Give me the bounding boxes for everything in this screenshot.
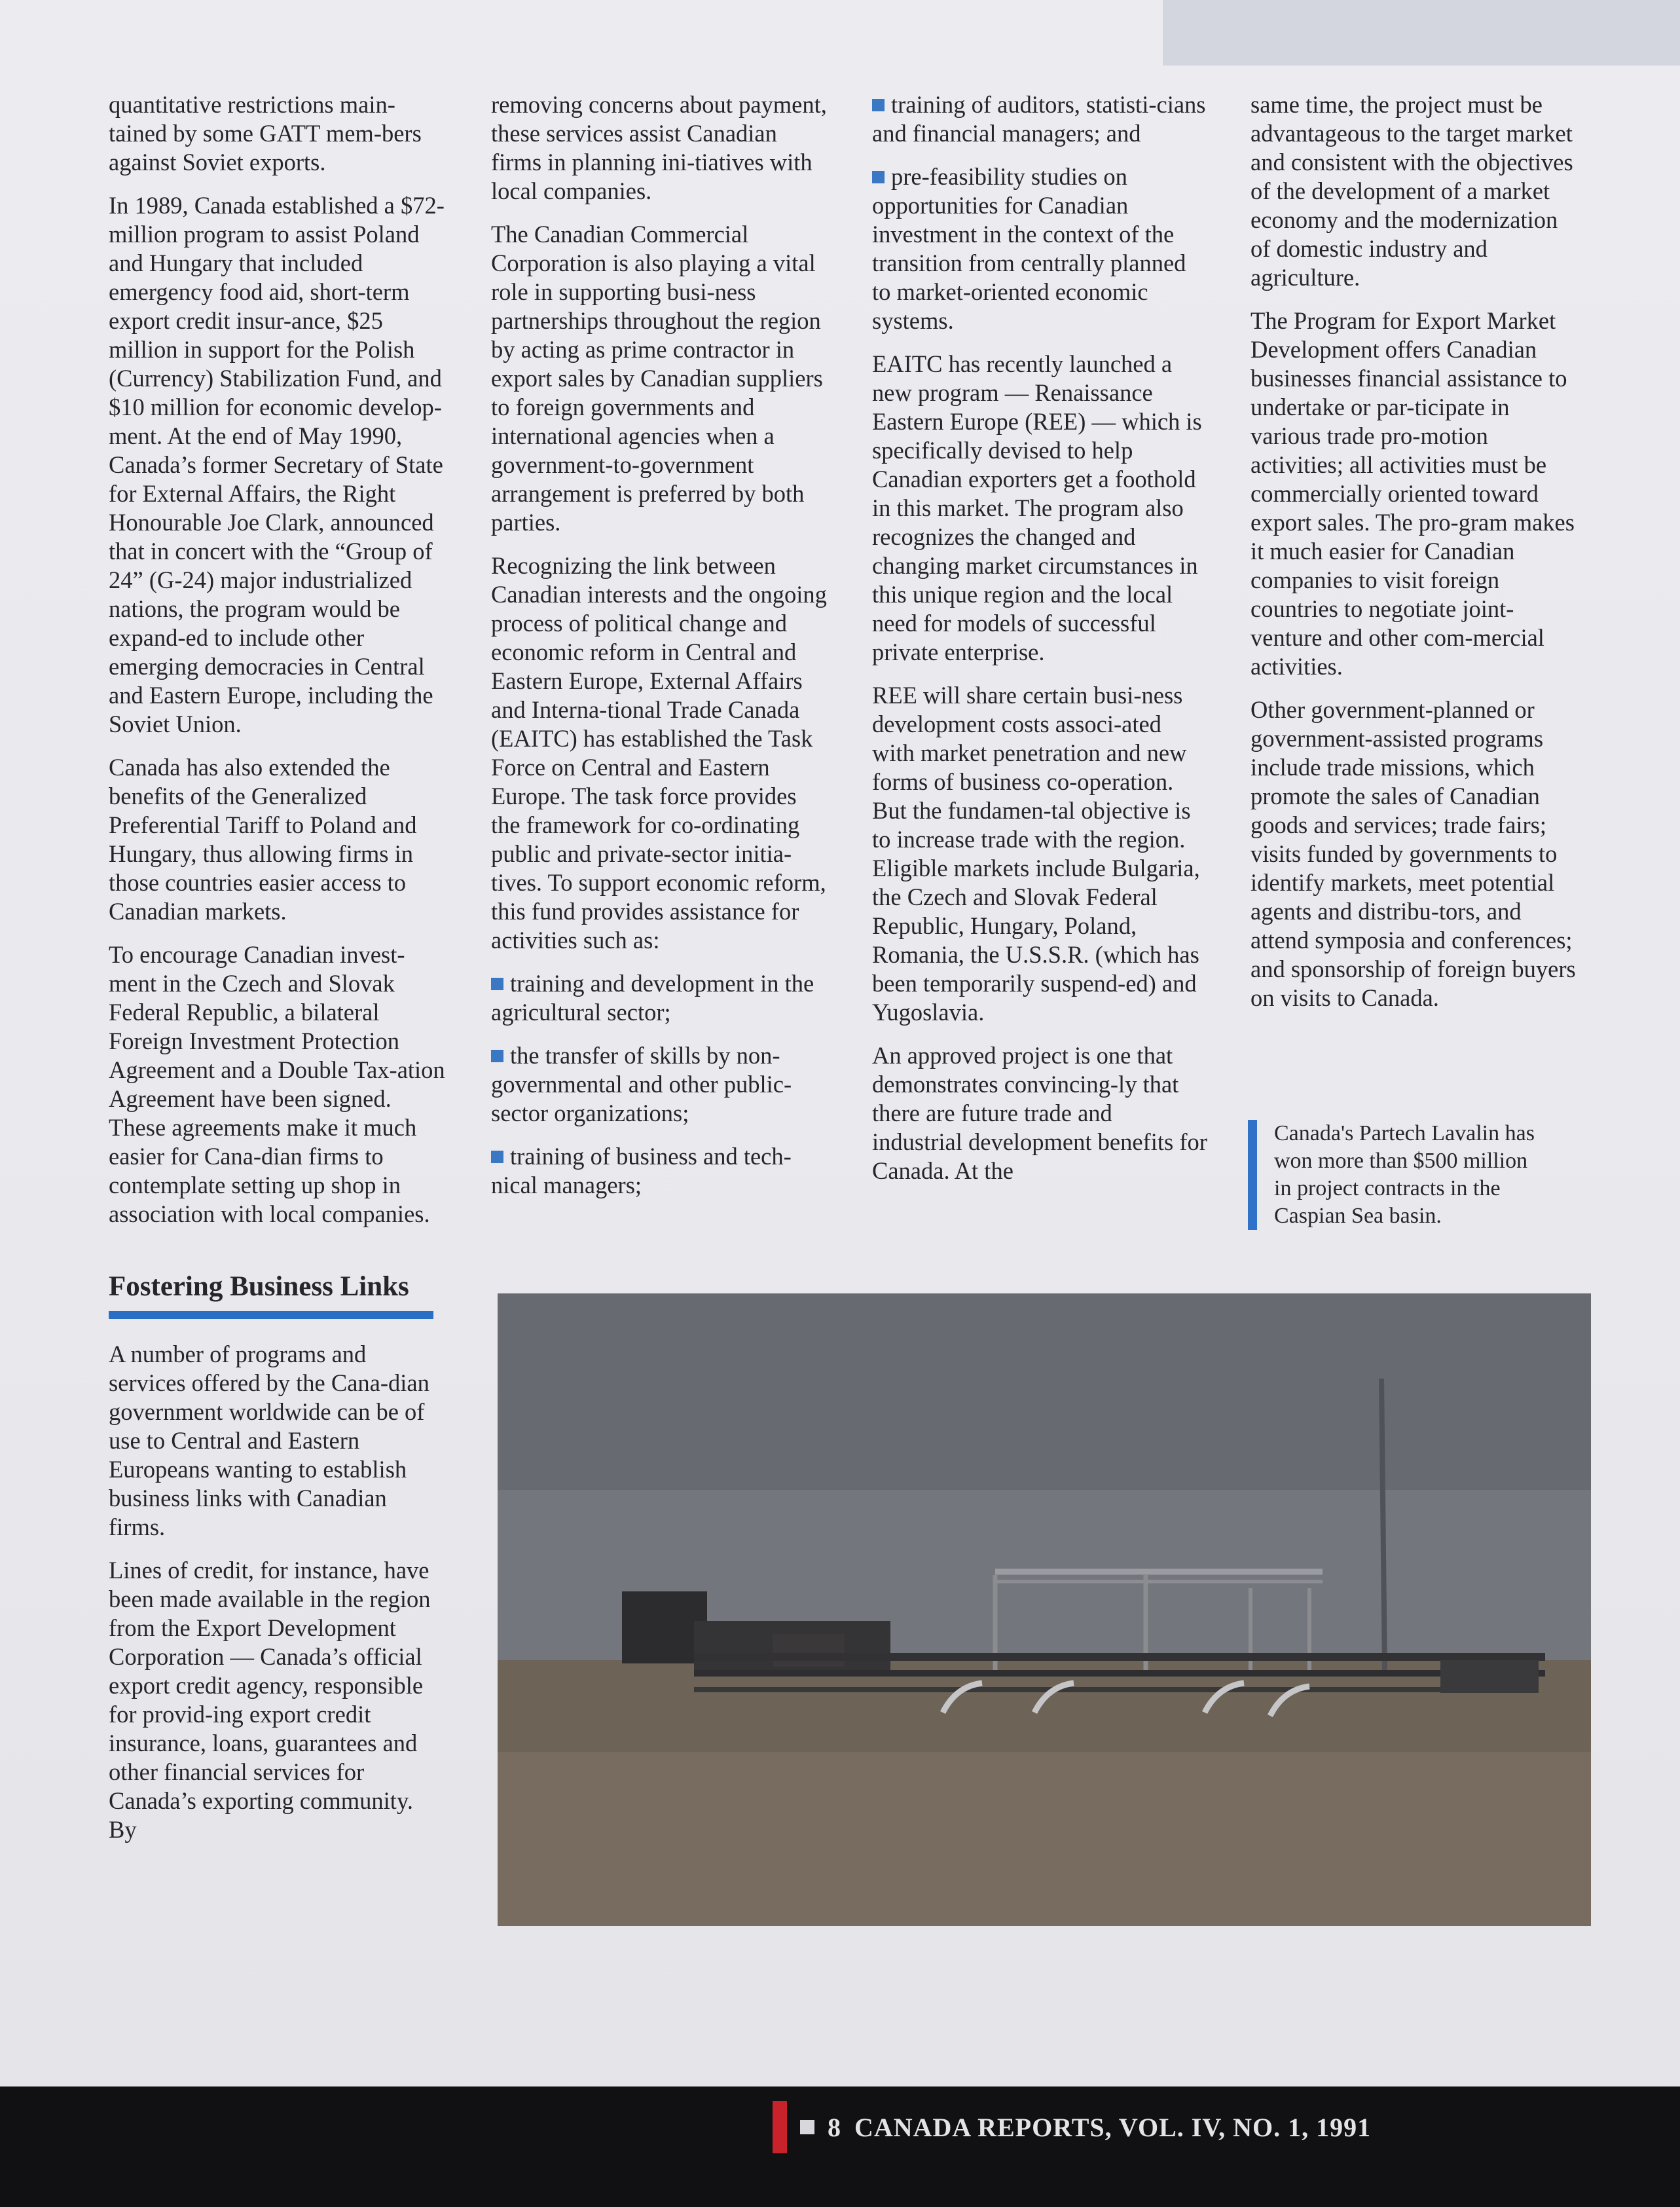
paragraph: Other government-planned or government-assisted programs include trade missions, which promote the sales of Canadian goods and services; trade fairs; visits funded by governments to identify markets, meet potential agents and distribu-tors, and attend symposia and conferences; and sponsorship of foreign buyers on visits to Canada. — [1251, 696, 1576, 1011]
paragraph: REE will share certain busi-ness development costs associ-ated with market penetration and new forms of business co-operation. But the fundamen-tal objective is to increase trade with the region. Eligible markets include Bulgaria, the Czech and Slovak Federal Republic, Hungary, Poland, Romania, the U.S.S.R. (which has been temporarily suspend-ed) and Yugoslavia. — [872, 682, 1200, 1026]
paragraph: EAITC has recently launched a new program — Renaissance Eastern Europe (REE) — which is specifically devised to help Canadian exporters get a foothold in this market. The program also recognizes the changed and changing market circumstances in this unique region and the local need for models of successful private enterprise. — [872, 350, 1202, 665]
bullet-text: the transfer of skills by non-governmental and other public-sector organizations; — [491, 1042, 792, 1126]
footer — [773, 2107, 1371, 2147]
paragraph: removing concerns about payment, these services assist Canadian firms in planning ini-tiatives with local companies. — [491, 91, 827, 204]
page-number: 8 — [828, 2112, 841, 2142]
paragraph: same time, the project must be advantageous to the target market and consistent with the objectives of the development of a market economy and the modernization of domestic industry and agriculture. — [1251, 91, 1573, 291]
bullet-item — [872, 162, 1207, 335]
paragraph: The Program for Export Market Development offers Canadian businesses financial assistance to undertake or par-ticipate in various trade pro-motion activities; all activities must be commercially oriented toward export sales. The pro-gram makes it much easier for Canadian companies to visit foreign countries to negotiate joint-venture and other com-mercial activities. — [1251, 307, 1575, 680]
square-bullet-icon — [800, 2120, 814, 2134]
bullet-item — [872, 90, 1207, 148]
paragraph: In 1989, Canada established a $72-million program to assist Poland and Hungary that included emergency food aid, short-term export credit insur-ance, $25 million in support for the Polish (Currency) Stabilization Fund, and $10 million for economic develop-ment. At the end of May 1990, Canada’s former Secretary of State for External Affairs, the Right Honourable Joe Clark, announced that in concert with the “Group of 24” (G-24) major industrialized nations, the program would be expand-ed to include other emerging democracies in Central and Eastern Europe, including the Soviet Union. — [109, 192, 445, 737]
paragraph: Canada has also extended the benefits of the Generalized Preferential Tariff to Poland and Hungary, thus allowing firms in those countries easier access to Canadian markets. — [109, 754, 417, 925]
column-4 — [1251, 90, 1583, 1027]
section-heading: Fostering Business Links — [109, 1270, 433, 1319]
oil-facility-photo — [498, 1293, 1591, 1926]
column-3 — [872, 90, 1207, 1200]
square-bullet-icon — [872, 171, 885, 183]
show-through-shade — [1163, 0, 1680, 65]
square-bullet-icon — [491, 1050, 503, 1062]
publication-title: CANADA REPORTS, VOL. IV, NO. 1, 1991 — [854, 2112, 1372, 2142]
paragraph: quantitative restrictions main-tained by some GATT mem-bers against Soviet exports. — [109, 91, 422, 176]
square-bullet-icon — [872, 99, 885, 111]
square-bullet-icon — [491, 1151, 503, 1163]
bullet-item — [491, 969, 829, 1027]
bullet-text: training and development in the agricultural sector; — [491, 970, 814, 1026]
bullet-item — [491, 1142, 829, 1200]
bullet-item — [491, 1041, 829, 1128]
bullet-text: training of business and tech-nical managers; — [491, 1143, 792, 1198]
square-bullet-icon — [491, 978, 503, 990]
paragraph: The Canadian Commercial Corporation is also playing a vital role in supporting busi-ness partnerships throughout the region by acting as prime contractor in export sales by Canadian suppliers to foreign governments and international agencies when a government-to-government arrangement is preferred by both parties. — [491, 221, 823, 536]
bullet-text: pre-feasibility studies on opportunities for Canadian investment in the context of the transition from centrally planned to market-oriented economic systems. — [872, 163, 1186, 334]
paragraph: To encourage Canadian invest-ment in the Czech and Slovak Federal Republic, a bilateral Foreign Investment Protection Agreement and a Double Tax-ation Agreement have been signed. These agreements make it much easier for Cana-dian firms to contemplate setting up shop in association with local companies. — [109, 941, 445, 1227]
bullet-text: training of auditors, statisti-cians and financial managers; and — [872, 91, 1206, 147]
paragraph: An approved project is one that demonstrates convincing-ly that there are future trade and industrial development benefits for Canada. At the — [872, 1042, 1207, 1184]
column-1 — [109, 90, 447, 1859]
footer-band — [0, 2086, 1680, 2207]
pull-quote: Canada's Partech Lavalin has won more than $500 million in project contracts in the Caspian Sea basin. — [1248, 1120, 1549, 1230]
paragraph: Lines of credit, for instance, have been made available in the region from the Export Development Corporation — Canada’s official export credit agency, responsible for provid-ing export credit insurance, loans, guarantees and other financial services for Canada’s exporting community. By — [109, 1557, 431, 1843]
paragraph: Recognizing the link between Canadian interests and the ongoing process of political change and economic reform in Central and Eastern Europe, External Affairs and Interna-tional Trade Canada (EAITC) has established the Task Force on Central and Eastern Europe. The task force provides the framework for co-ordinating public and private-sector initia-tives. To support economic reform, this fund provides assistance for activities such as: — [491, 552, 827, 954]
column-2 — [491, 90, 829, 1214]
paragraph: A number of programs and services offered by the Cana-dian government worldwide can be of use to Central and Eastern Europeans wanting to establish business links with Canadian firms. — [109, 1341, 429, 1540]
red-tab-marker — [773, 2101, 787, 2153]
photo-illustration — [498, 1293, 1591, 1926]
